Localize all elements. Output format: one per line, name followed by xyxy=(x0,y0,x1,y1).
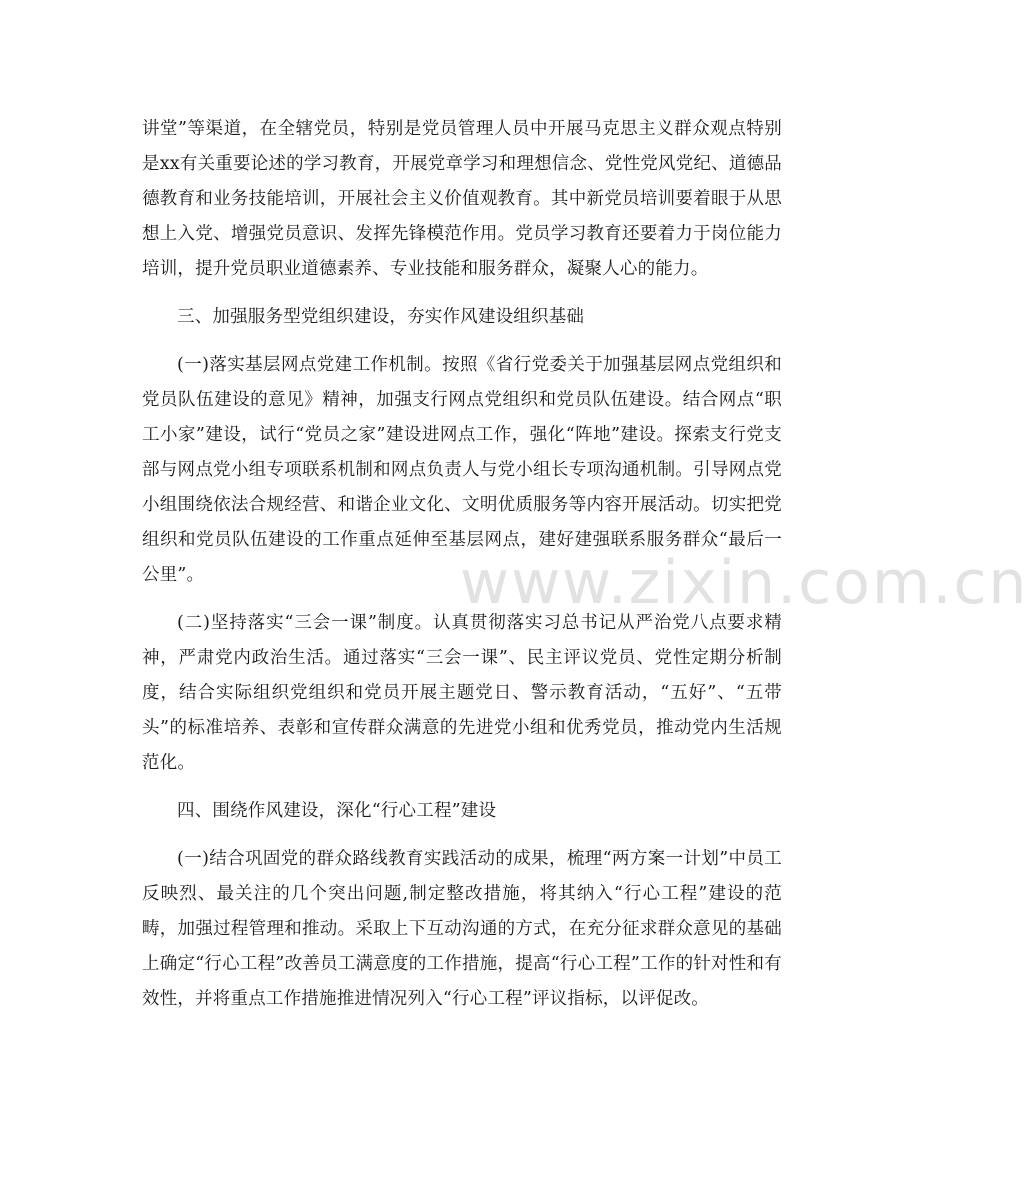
paragraph-gap xyxy=(142,781,782,794)
watermark-text: www.zixin.com.cn xyxy=(460,548,1028,618)
paragraph-three-meetings: (二)坚持落实“三会一课”制度。认真贯彻落实习总书记从严治党八点要求精神，严肃党内政治生活。通过落实“三会一课”、民主评议党员、党性定期分析制度，结合实际组织党组织和党员开展主题党日、警示教育活动，“五好”、“五带头”的标准培养、表彰和宣传群众满意的先进党小组和优秀党员，推动党内生活规范化。 xyxy=(142,613,782,773)
paragraph-xingxin-project: (一)结合巩固党的群众路线教育实践活动的成果，梳理“两方案一计划”中员工反映烈、最关注的几个突出问题,制定整改措施，将其纳入“行心工程”建设的范畴，加强过程管理和推动。采取上下互动沟通的方式，在充分征求群众意见的基础上确定“行心工程”改善员工满意度的工作措施，提高“行心工程”工作的针对性和有效性，并将重点工作措施推进情况列入“行心工程”评议指标，以评促改。 xyxy=(142,849,782,1009)
paragraph-gap xyxy=(142,287,782,300)
paragraph-gap xyxy=(142,829,782,842)
section-heading-four: 四、围绕作风建设，深化“行心工程”建设 xyxy=(177,801,497,821)
paragraph-continued: 讲堂”等渠道，在全辖党员，特别是党员管理人员中开展马克思主义群众观点特别是xx有关重要论述的学习教育，开展党章学习和理想信念、党性党风党纪、道德品德教育和业务技能培训，开展社会主义价值观教育。其中新党员培训要着眼于从思想上入党、增强党员意识、发挥先锋模范作用。党员学习教育还要着力于岗位能力培训，提升党员职业道德素养、专业技能和服务群众，凝聚人心的能力。 xyxy=(142,119,782,279)
paragraph-grassroots-mechanism: (一)落实基层网点党建工作机制。按照《省行党委关于加强基层网点党组织和党员队伍建设的意见》精神，加强支行网点党组织和党员队伍建设。结合网点“职工小家”建设，试行“党员之家”建设进网点工作，强化“阵地”建设。探索支行党支部与网点党小组专项联系机制和网点负责人与党小组长专项沟通机制。引导网点党小组围绕依法合规经营、和谐企业文化、文明优质服务等内容开展活动。切实把党组织和党员队伍建设的工作重点延伸至基层网点，建好建强联系服务群众“最后一公里”。 xyxy=(142,355,782,585)
paragraph-gap xyxy=(142,335,782,348)
section-heading-three: 三、加强服务型党组织建设，夯实作风建设组织基础 xyxy=(177,307,585,327)
paragraph-gap xyxy=(142,593,782,606)
document-body xyxy=(142,112,782,1017)
